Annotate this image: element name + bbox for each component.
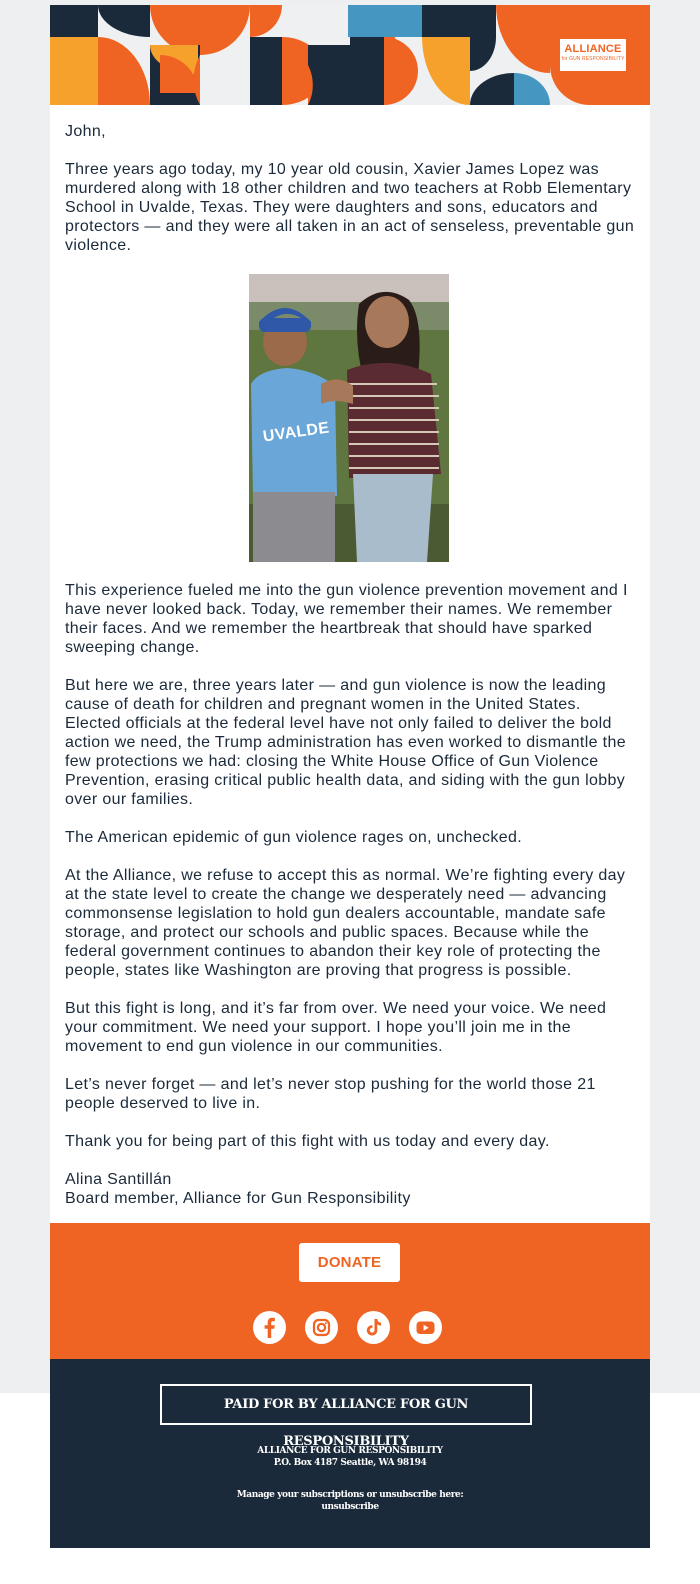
instagram-icon [305, 1311, 338, 1344]
donate-button[interactable]: DONATE [299, 1243, 400, 1282]
jersey-text: UVALDE [262, 419, 331, 446]
email-container [50, 5, 650, 1548]
cta-section [50, 1223, 650, 1359]
alliance-logo[interactable] [560, 39, 626, 71]
paragraph-7: Let’s never forget — and let’s never stop pushing for the world those 21 people deserved to live in. [65, 1076, 596, 1112]
paragraph-2: This experience fueled me into the gun violence prevention movement and I have never looked back. Today, we remember their names. We remember their faces. And we remember the heartbreak that should have sparked sweeping change. [65, 582, 628, 656]
logo-tagline: for GUN RESPONSIBILITY [561, 56, 625, 62]
greeting: John, [65, 123, 106, 140]
paragraph-6: But this fight is long, and it’s far from over. We need your voice. We need your commitment. We need your support. I hope you’ll join me in the movement to end gun violence in our communities. [65, 1000, 607, 1055]
paragraph-3: But here we are, three years later — and gun violence is now the leading cause of death for children and pregnant women in the United States. Elected officials at the federal level have not only failed to deliver the bold action we need, the Trump administration has even worked to dismantle the few protections we had: closing the White House Office of Gun Violence Prevention, erasing critical public health data, and siding with the gun lobby over our families. [65, 677, 626, 808]
paragraph-4: The American epidemic of gun violence rages on, unchecked. [65, 829, 523, 846]
manage-text: Manage your subscriptions or unsubscribe here: [236, 1490, 464, 1500]
tiktok-icon [357, 1311, 390, 1344]
subscription-notice [50, 1489, 650, 1513]
org-address-block [50, 1445, 650, 1469]
org-address: P.O. Box 4187 Seattle, WA 98194 [273, 1458, 427, 1468]
facebook-link[interactable] [253, 1311, 286, 1344]
instagram-link[interactable] [305, 1311, 338, 1344]
youtube-icon [409, 1311, 442, 1344]
photo-container [65, 274, 635, 562]
footer [50, 1359, 650, 1548]
letter-body [50, 105, 650, 1223]
paid-for-disclaimer: PAID FOR BY ALLIANCE FOR GUN RESPONSIBILITY [160, 1384, 532, 1425]
youtube-link[interactable] [409, 1311, 442, 1344]
header-banner [50, 5, 650, 105]
social-links [253, 1311, 449, 1345]
memorial-photo [249, 274, 449, 562]
signature [65, 1170, 635, 1208]
facebook-icon [253, 1311, 286, 1344]
paragraph-1: Three years ago today, my 10 year old cousin, Xavier James Lopez was murdered along with 18 other children and two teachers at Robb Elementary School in Uvalde, Texas. They were daughters and sons, educators and protectors — and they were all taken in an act of senseless, preventable gun violence. [65, 161, 635, 254]
signature-name: Alina Santillán [65, 1171, 172, 1188]
paragraph-5: At the Alliance, we refuse to accept this as normal. We’re fighting every day at the state level to create the change we desperately need — advancing commonsense legislation to hold gun dealers accountable, mandate safe storage, and protect our schools and public spaces. Because while the federal government continues to abandon their key role of protecting the people, states like Washington are proving that progress is possible. [65, 867, 626, 979]
org-name: ALLIANCE FOR GUN RESPONSIBILITY [257, 1446, 443, 1456]
paragraph-8: Thank you for being part of this fight with us today and every day. [65, 1133, 550, 1150]
unsubscribe-link[interactable]: unsubscribe [321, 1502, 379, 1512]
signature-title: Board member, Alliance for Gun Responsibility [65, 1190, 411, 1207]
logo-wordmark: ALLIANCE [564, 43, 622, 55]
tiktok-link[interactable] [357, 1311, 390, 1344]
